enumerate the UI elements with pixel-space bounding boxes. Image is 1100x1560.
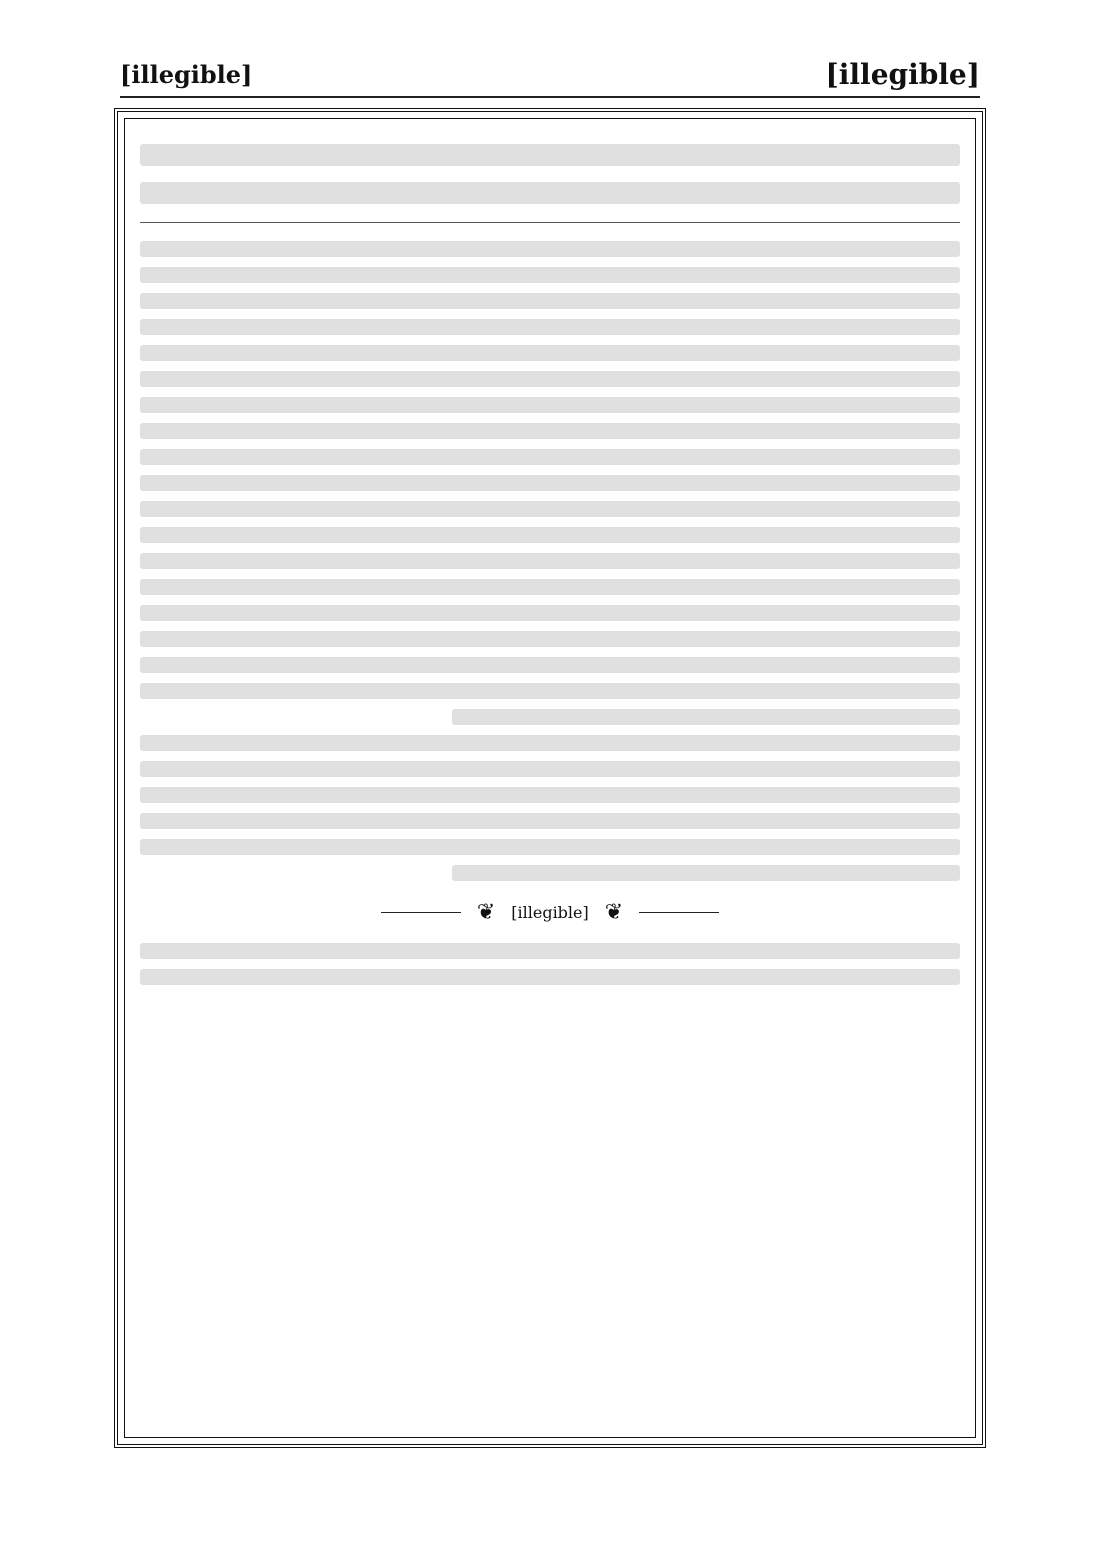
chapter-heading: [illegible] [511, 902, 589, 922]
text-line [140, 371, 960, 387]
running-header [120, 52, 980, 98]
text-line [140, 423, 960, 439]
text-line [140, 345, 960, 361]
text-line [140, 267, 960, 283]
text-line [140, 605, 960, 621]
chapter-divider [140, 895, 960, 929]
text-line [140, 657, 960, 673]
text-line [140, 839, 960, 855]
text-line [140, 969, 960, 985]
text-line [452, 865, 960, 881]
text-line [140, 319, 960, 335]
text-line [140, 293, 960, 309]
text-line [140, 241, 960, 257]
page-body [140, 128, 960, 1432]
text-line [140, 449, 960, 465]
text-line [140, 553, 960, 569]
ornament-icon: ❦ [604, 899, 624, 925]
text-line [140, 943, 960, 959]
text-line [452, 709, 960, 725]
text-line [140, 475, 960, 491]
page-number: [illegible] [825, 57, 980, 91]
text-line [140, 144, 960, 166]
text-line [140, 182, 960, 204]
ornament-icon: ❦ [476, 899, 496, 925]
text-line [140, 631, 960, 647]
text-line [140, 761, 960, 777]
section-rule [140, 222, 960, 223]
text-line [140, 579, 960, 595]
text-line [140, 787, 960, 803]
text-line [140, 397, 960, 413]
text-line [140, 527, 960, 543]
text-line [140, 735, 960, 751]
text-line [140, 501, 960, 517]
divider-bar [381, 912, 461, 913]
text-line [140, 813, 960, 829]
divider-bar [639, 912, 719, 913]
running-title: [illegible] [120, 59, 253, 89]
text-line [140, 683, 960, 699]
